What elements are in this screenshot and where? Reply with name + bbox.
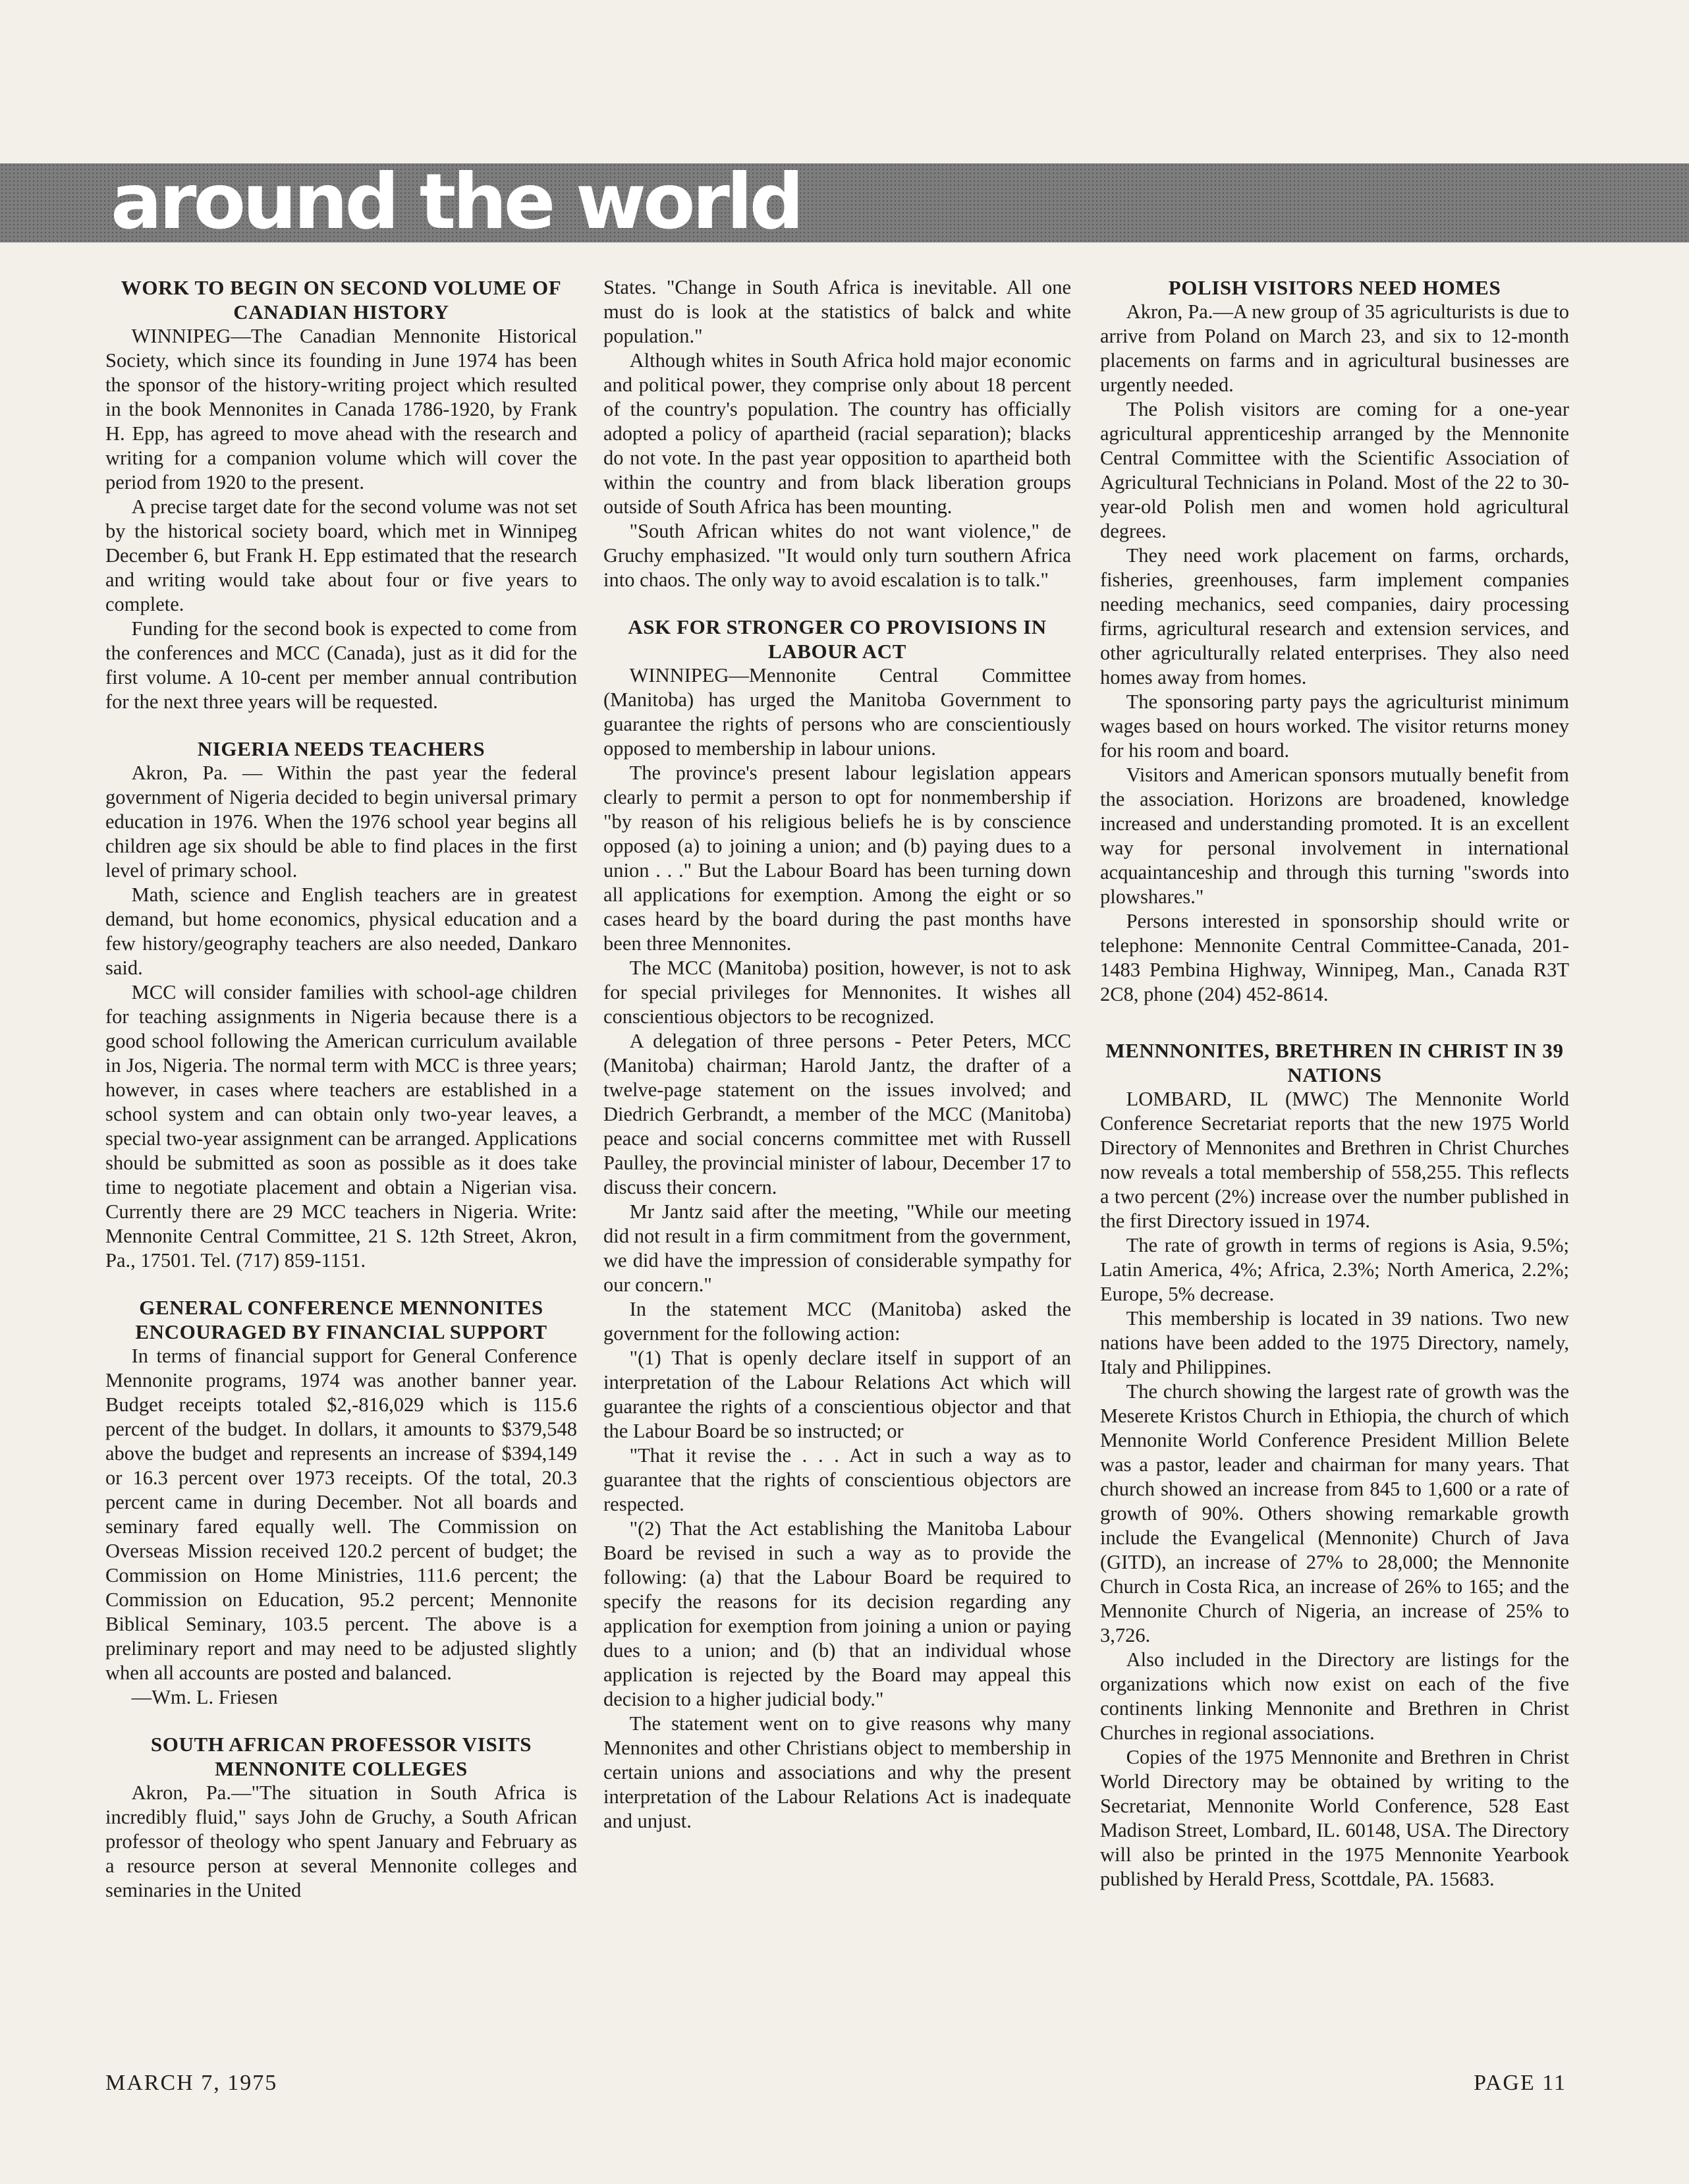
article-paragraph: The rate of growth in terms of regions is Asia, 9.5%; Latin America, 4%; Africa, 2.3%; North America, 2.2%; Europe, 5% decrease. — [1100, 1234, 1569, 1305]
article-paragraph: Akron, Pa.—A new group of 35 agriculturists is due to arrive from Poland on March 23, and six to 12-month placements on farms and in agricultural businesses are urgently needed. — [1100, 300, 1569, 396]
article-paragraph: A delegation of three persons - Peter Peters, MCC (Manitoba) chairman; Harold Jantz, the drafter of a twelve-page statement on the issues involved; and Diedrich Gerbrandt, a member of the MCC (Manitoba) peace and social concerns committee met with Russell Paulley, the provincial minister of labour, December 17 to discuss their concern. — [603, 1030, 1071, 1198]
section-banner — [0, 157, 1689, 246]
issue-date: MARCH 7, 1975 — [105, 2071, 278, 2095]
article-paragraph: The Polish visitors are coming for a one-year agricultural apprenticeship arranged by the Mennonite Central Committee with the Scientific Association of Agricultural Technicians in Poland. Most of the 22 to 30-year-old Polish men and women hold agricultural degrees. — [1100, 398, 1569, 542]
article-paragraph: They need work placement on farms, orchards, fisheries, greenhouses, farm implement companies needing mechanics, seed companies, dairy processing firms, agricultural research and extension services, and other agriculturally related enterprises. They also need homes away from homes. — [1100, 544, 1569, 688]
article-headline: NIGERIA NEEDS TEACHERS — [197, 737, 485, 760]
article-south-african — [105, 1732, 577, 1903]
article-paragraph: This membership is located in 39 nations. Two new nations have been added to the 1975 Directory, namely, Italy and Philippines. — [1100, 1307, 1569, 1378]
article-paragraph: In the statement MCC (Manitoba) asked the government for the following action: — [603, 1298, 1071, 1345]
article-paragraph: Copies of the 1975 Mennonite and Brethren in Christ World Directory may be obtained by writing to the Secretariat, Mennonite World Conference, 528 East Madison Street, Lombard, IL. 60148, USA. The Directory will also be printed in the 1975 Mennonite Yearbook published by Herald Press, Scottdale, PA. 15683. — [1100, 1746, 1569, 1890]
article-nations — [1100, 1038, 1569, 1891]
article-polish-visitors — [1100, 275, 1569, 1007]
article-paragraph: Also included in the Directory are listings for the organizations which now exist on each of the five continents linking Mennonite and Brethren in Christ Churches in regional associations. — [1100, 1648, 1569, 1744]
article-labour-act — [603, 615, 1071, 1834]
article-paragraph: A precise target date for the second volume was not set by the historical society board, which met in Winnipeg December 6, but Frank H. Epp estimated that the research and writing would take about four or five years to complete. — [105, 495, 577, 615]
article-paragraph: "That it revise the . . . Act in such a way as to guarantee that the rights of conscientious objectors are respected. — [603, 1444, 1071, 1515]
article-paragraph: The sponsoring party pays the agriculturist minimum wages based on hours worked. The visitor returns money for his room and board. — [1100, 690, 1569, 762]
article-paragraph: Akron, Pa.—"The situation in South Africa is incredibly fluid," says John de Gruchy, a South African professor of theology who spent January and February as a resource person at several Mennonite colleges and seminaries in the United — [105, 1781, 577, 1901]
article-paragraph: Funding for the second book is expected to come from the conferences and MCC (Canada), just as it did for the first volume. A 10-cent per member annual contribution for the next three years will be requested. — [105, 617, 577, 713]
article-south-african-continued — [603, 275, 1071, 592]
article-canadian-history — [105, 275, 577, 714]
article-headline: SOUTH AFRICAN PROFESSOR VISITS MENNONITE COLLEGES — [150, 1733, 532, 1780]
article-paragraph: Although whites in South Africa hold major economic and political power, they comprise only about 18 percent of the country's population. The country has officially adopted a policy of apartheid (racial separation); blacks do not vote. In the past year opposition to apartheid both within the country and from black liberation groups outside of South Africa has been mounting. — [603, 349, 1071, 518]
article-paragraph: The statement went on to give reasons why many Mennonites and other Christians object to membership in certain unions and associations and why the present interpretation of the Labour Relations Act is inadequate and unjust. — [603, 1712, 1071, 1832]
article-paragraph: The province's present labour legislation appears clearly to permit a person to opt for nonmembership if "by reason of his religious beliefs he is by conscience opposed (a) to joining a union; and (b) paying dues to a union . . ." But the Labour Board has been turning down all applications for exemption. Among the eight or so cases heard by the board during the past months have been three Mennonites. — [603, 762, 1071, 955]
article-paragraph: Akron, Pa. — Within the past year the federal government of Nigeria decided to begin universal primary education in 1976. When the 1976 school year begins all children age six should be able to find places in the first level of primary school. — [105, 762, 577, 882]
article-paragraph: "South African whites do not want violence," de Gruchy emphasized. "It would only turn southern Africa into chaos. The only way to avoid escalation is to talk." — [603, 520, 1071, 591]
article-paragraph: WINNIPEG—The Canadian Mennonite Historical Society, which since its founding in June 1974 has been the sponsor of the history-writing project which resulted in the book Mennonites in Canada 1786-1920, by Frank H. Epp, has agreed to move ahead with the research and writing for a companion volume which will cover the period from 1920 to the present. — [105, 325, 577, 493]
column-2 — [603, 275, 1071, 1856]
article-paragraph: "(1) That is openly declare itself in support of an interpretation of the Labour Relations Act which will guarantee the rights of a conscientious objector and that the Labour Board be so instructed; or — [603, 1347, 1071, 1442]
article-general-conference — [105, 1295, 577, 1710]
column-1 — [105, 275, 577, 1925]
column-3 — [1100, 275, 1569, 1914]
article-headline: MENNNONITES, BRETHREN IN CHRIST IN 39 NATIONS — [1105, 1039, 1564, 1086]
article-paragraph: WINNIPEG—Mennonite Central Committee (Manitoba) has urged the Manitoba Government to guarantee the rights of persons who are conscientiously opposed to membership in labour unions. — [603, 664, 1071, 760]
page-number: PAGE 11 — [1474, 2071, 1566, 2095]
section-title: around the world — [111, 157, 801, 246]
article-paragraph: Math, science and English teachers are in greatest demand, but home economics, physical education and a few history/geography teachers are also needed, Dankaro said. — [105, 883, 577, 979]
article-paragraph: States. "Change in South Africa is inevitable. All one must do is look at the statistics of balck and white population." — [603, 276, 1071, 347]
article-headline: ASK FOR STRONGER CO PROVISIONS IN LABOUR ACT — [628, 615, 1047, 663]
article-paragraph: "(2) That the Act establishing the Manitoba Labour Board be revised in such a way as to provide the following: (a) that the Labour Board be required to specify the reasons for its decision regarding any application for exemption from joining a union or paying dues to a union; and (b) that an individual whose application is rejected by the Board may appeal this decision to a higher judicial body." — [603, 1517, 1071, 1710]
article-paragraph: In terms of financial support for General Conference Mennonite programs, 1974 was another banner year. Budget receipts totaled $2,-816,029 which is 115.6 percent of the budget. In dollars, it amounts to $379,548 above the budget and represents an increase of $394,149 or 16.3 percent over 1973 receipts. Of the total, 20.3 percent came in during December. Not all boards and seminary fared equally well. The Commission on Overseas Mission received 120.2 percent of budget; the Commission on Home Ministries, 111.6 percent; the Commission on Education, 95.2 percent; Mennonite Biblical Seminary, 103.5 percent. The above is a preliminary report and may need to be adjusted slightly when all accounts are posted and balanced. — [105, 1345, 577, 1684]
article-nigeria — [105, 737, 577, 1273]
article-paragraph: Persons interested in sponsorship should write or telephone: Mennonite Central Committee-Canada, 201-1483 Pembina Highway, Winnipeg, Man., Canada R3T 2C8, phone (204) 452-8614. — [1100, 910, 1569, 1005]
article-signature: —Wm. L. Friesen — [131, 1686, 278, 1708]
article-paragraph: Mr Jantz said after the meeting, "While our meeting did not result in a firm commitment from the government, we did have the impression of considerable sympathy for our concern." — [603, 1200, 1071, 1296]
article-headline: WORK TO BEGIN ON SECOND VOLUME OF CANADIAN HISTORY — [121, 276, 562, 323]
article-headline: POLISH VISITORS NEED HOMES — [1168, 276, 1501, 299]
article-paragraph: Visitors and American sponsors mutually benefit from the association. Horizons are broadened, knowledge increased and understanding promoted. It is an excellent way for personal involvement in international acquaintanceship and through this turning "swords into plowshares." — [1100, 764, 1569, 908]
article-paragraph: LOMBARD, IL (MWC) The Mennonite World Conference Secretariat reports that the new 1975 World Directory of Mennonites and Brethren in Christ Churches now reveals a total membership of 558,255. This reflects a two percent (2%) increase over the number published in the first Directory issued in 1974. — [1100, 1088, 1569, 1232]
article-paragraph: The church showing the largest rate of growth was the Meserete Kristos Church in Ethiopia, the church of which Mennonite World Conference President Million Belete was a pastor, leader and chairman for many years. That church showed an increase from 845 to 1,600 or a rate of growth of 90%. Others showing remarkable growth include the Evangelical (Mennonite) Church of Java (GITD), an increase of 27% to 28,000; the Mennonite Church in Costa Rica, an increase of 26% to 165; and the Mennonite Church of Nigeria, an increase of 25% to 3,726. — [1100, 1380, 1569, 1646]
article-paragraph: The MCC (Manitoba) position, however, is not to ask for special privileges for Mennonites. It wishes all conscientious objectors to be recognized. — [603, 957, 1071, 1028]
article-paragraph: MCC will consider families with school-age children for teaching assignments in Nigeria because there is a good school following the American curriculum available in Jos, Nigeria. The normal term with MCC is three years; however, in cases where teachers are established in a school system and can obtain only two-year leaves, a special two-year assignment can be arranged. Applications should be submitted as soon as possible as it does take time to negotiate placement and obtain a Nigerian visa. Currently there are 29 MCC teachers in Nigeria. Write: Mennonite Central Committee, 21 S. 12th Street, Akron, Pa., 17501. Tel. (717) 859-1151. — [105, 981, 577, 1272]
article-headline: GENERAL CONFERENCE MENNONITES ENCOURAGED BY FINANCIAL SUPPORT — [135, 1296, 547, 1343]
